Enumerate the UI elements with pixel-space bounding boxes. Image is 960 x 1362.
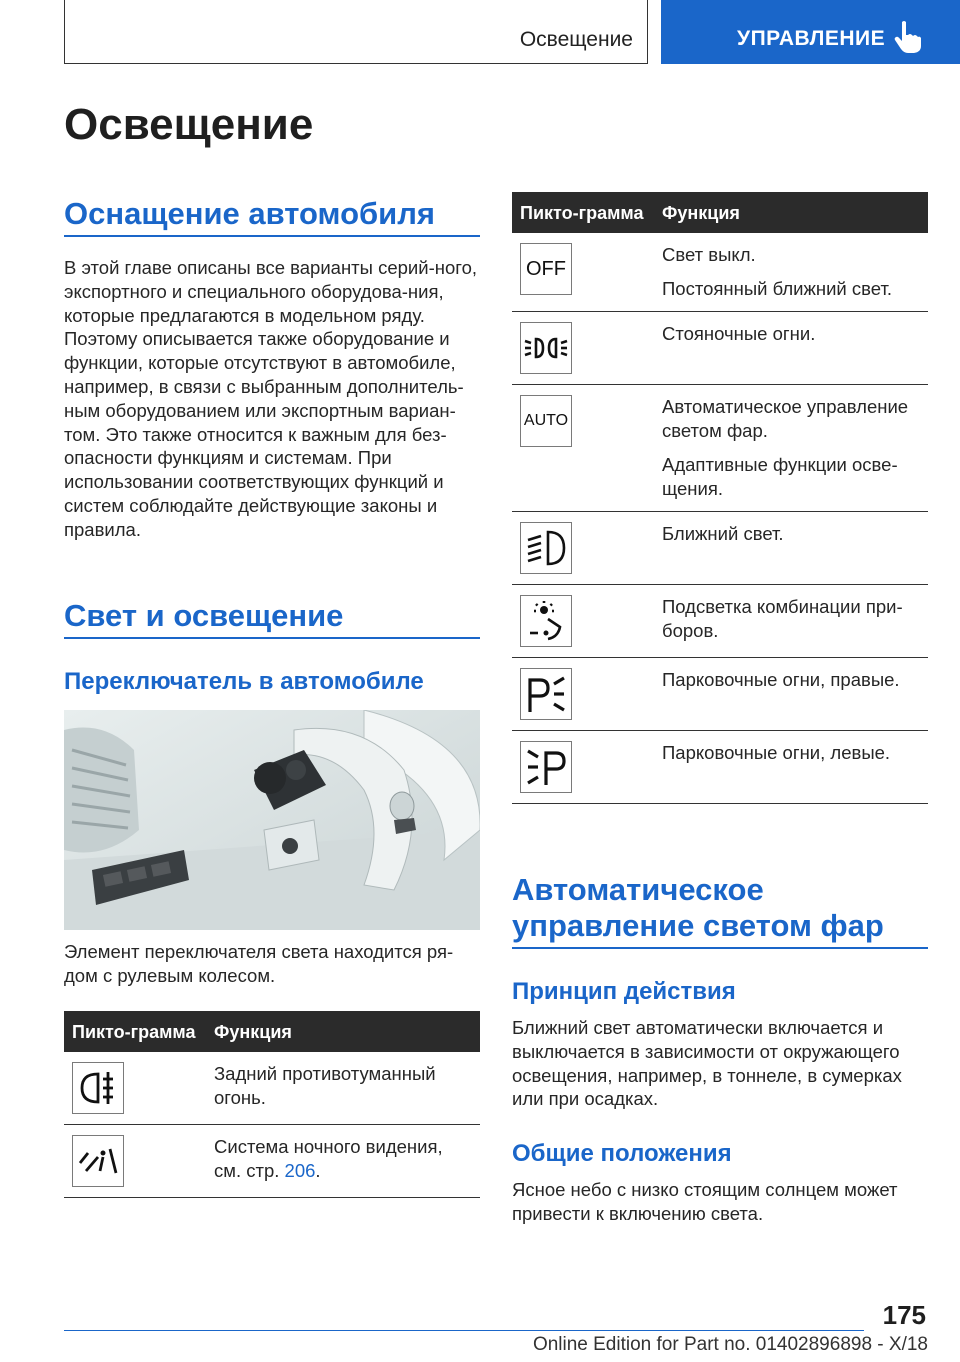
table-row bbox=[64, 1125, 480, 1198]
header-chapter-tab[interactable] bbox=[661, 0, 960, 64]
parking-lights-icon bbox=[520, 322, 572, 374]
table-row bbox=[512, 512, 928, 585]
heading-rule bbox=[64, 637, 480, 639]
light-switch-photo bbox=[64, 710, 480, 930]
rear-fog-light-icon bbox=[72, 1062, 124, 1114]
function-text: Ближний свет. bbox=[662, 523, 784, 544]
equipment-text: В этой главе описаны все варианты серий-ного, экспортного и специального оборудова-ния, которые предлагаются в модельном ряду. Поэтому описывается также оборудование и функции, которые отсутствуют в автомобиле, например, в связи с выбранным дополнитель-ным оборудованием или экспортным вариан-том. Это также относится к важным для без-опасности функциям и системам. При использовании соответствующих функций и систем соблюдайте действующие законы и правила. bbox=[64, 257, 478, 540]
instrument-lighting-icon bbox=[520, 595, 572, 647]
function-text bbox=[214, 1135, 472, 1183]
footer-edition: Online Edition for Part no. 01402896898 - X/18 bbox=[532, 1334, 928, 1355]
photo-caption: Элемент переключателя света находится ря-дом с рулевым колесом. bbox=[64, 941, 454, 986]
function-text: Задний противотуманный огонь. bbox=[214, 1063, 436, 1108]
low-beam-icon bbox=[520, 522, 572, 574]
heading-auto-headlights: Автоматическое управление светом фар bbox=[512, 872, 884, 943]
function-text-part: Система ночного видения, см. стр. bbox=[214, 1136, 443, 1181]
heading-general: Общие положения bbox=[512, 1140, 732, 1167]
function-text: Стояночные огни. bbox=[662, 323, 816, 344]
page-link[interactable]: 206 bbox=[284, 1160, 316, 1181]
off-icon bbox=[520, 243, 572, 295]
function-text: Постоянный ближний свет. bbox=[662, 278, 893, 299]
table-header-row bbox=[512, 192, 928, 233]
heading-rule bbox=[512, 947, 928, 949]
function-text: Автоматическое управление светом фар. bbox=[662, 396, 909, 441]
function-text: Подсветка комбинации при-боров. bbox=[662, 596, 903, 641]
heading-light: Свет и освещение bbox=[64, 598, 344, 633]
auto-icon-text: AUTO bbox=[523, 412, 569, 429]
function-text-part: . bbox=[315, 1160, 321, 1181]
function-text: Свет выкл. bbox=[662, 244, 756, 265]
page-number: 175 bbox=[882, 1300, 926, 1330]
header-section-tab bbox=[64, 0, 648, 64]
general-text: Ясное небо с низко стоящим солнцем может привести к включению света. bbox=[512, 1179, 898, 1224]
table-row bbox=[64, 1052, 480, 1125]
table-row bbox=[512, 233, 928, 312]
table-row bbox=[512, 658, 928, 731]
col-function: Функция bbox=[654, 192, 928, 233]
night-vision-icon bbox=[72, 1135, 124, 1187]
heading-rule bbox=[64, 235, 480, 237]
table-row bbox=[512, 731, 928, 804]
col-pictogram: Пикто-грамма bbox=[512, 192, 654, 233]
parking-light-left-icon bbox=[520, 741, 572, 793]
table-row bbox=[512, 585, 928, 658]
principle-text: Ближний свет автоматически включается и выключается в зависимости от окружающего освещения, например, в тоннеле, в сумерках или при осадках. bbox=[512, 1017, 902, 1110]
table-header-row bbox=[64, 1011, 480, 1052]
col-pictogram: Пикто-грамма bbox=[64, 1011, 206, 1052]
hand-pointer-icon bbox=[893, 20, 923, 54]
auto-icon bbox=[520, 395, 572, 447]
col-function: Функция bbox=[206, 1011, 480, 1052]
header-chapter-label: УПРАВЛЕНИЕ bbox=[737, 27, 886, 50]
heading-principle: Принцип действия bbox=[512, 978, 736, 1005]
table-row bbox=[512, 312, 928, 385]
header-section-label: Освещение bbox=[519, 28, 633, 51]
function-text: Парковочные огни, левые. bbox=[662, 742, 891, 763]
function-table-right bbox=[512, 192, 928, 804]
function-text: Парковочные огни, правые. bbox=[662, 669, 900, 690]
parking-light-right-icon bbox=[520, 668, 572, 720]
function-text: Адаптивные функции осве-щения. bbox=[662, 454, 898, 499]
page-title: Освещение bbox=[64, 100, 314, 149]
function-table-left bbox=[64, 1011, 480, 1198]
heading-switch: Переключатель в автомобиле bbox=[64, 668, 424, 695]
off-icon-text: OFF bbox=[526, 258, 566, 280]
heading-equipment: Оснащение автомобиля bbox=[64, 196, 435, 231]
table-row bbox=[512, 385, 928, 512]
footer-rule bbox=[64, 1330, 864, 1331]
